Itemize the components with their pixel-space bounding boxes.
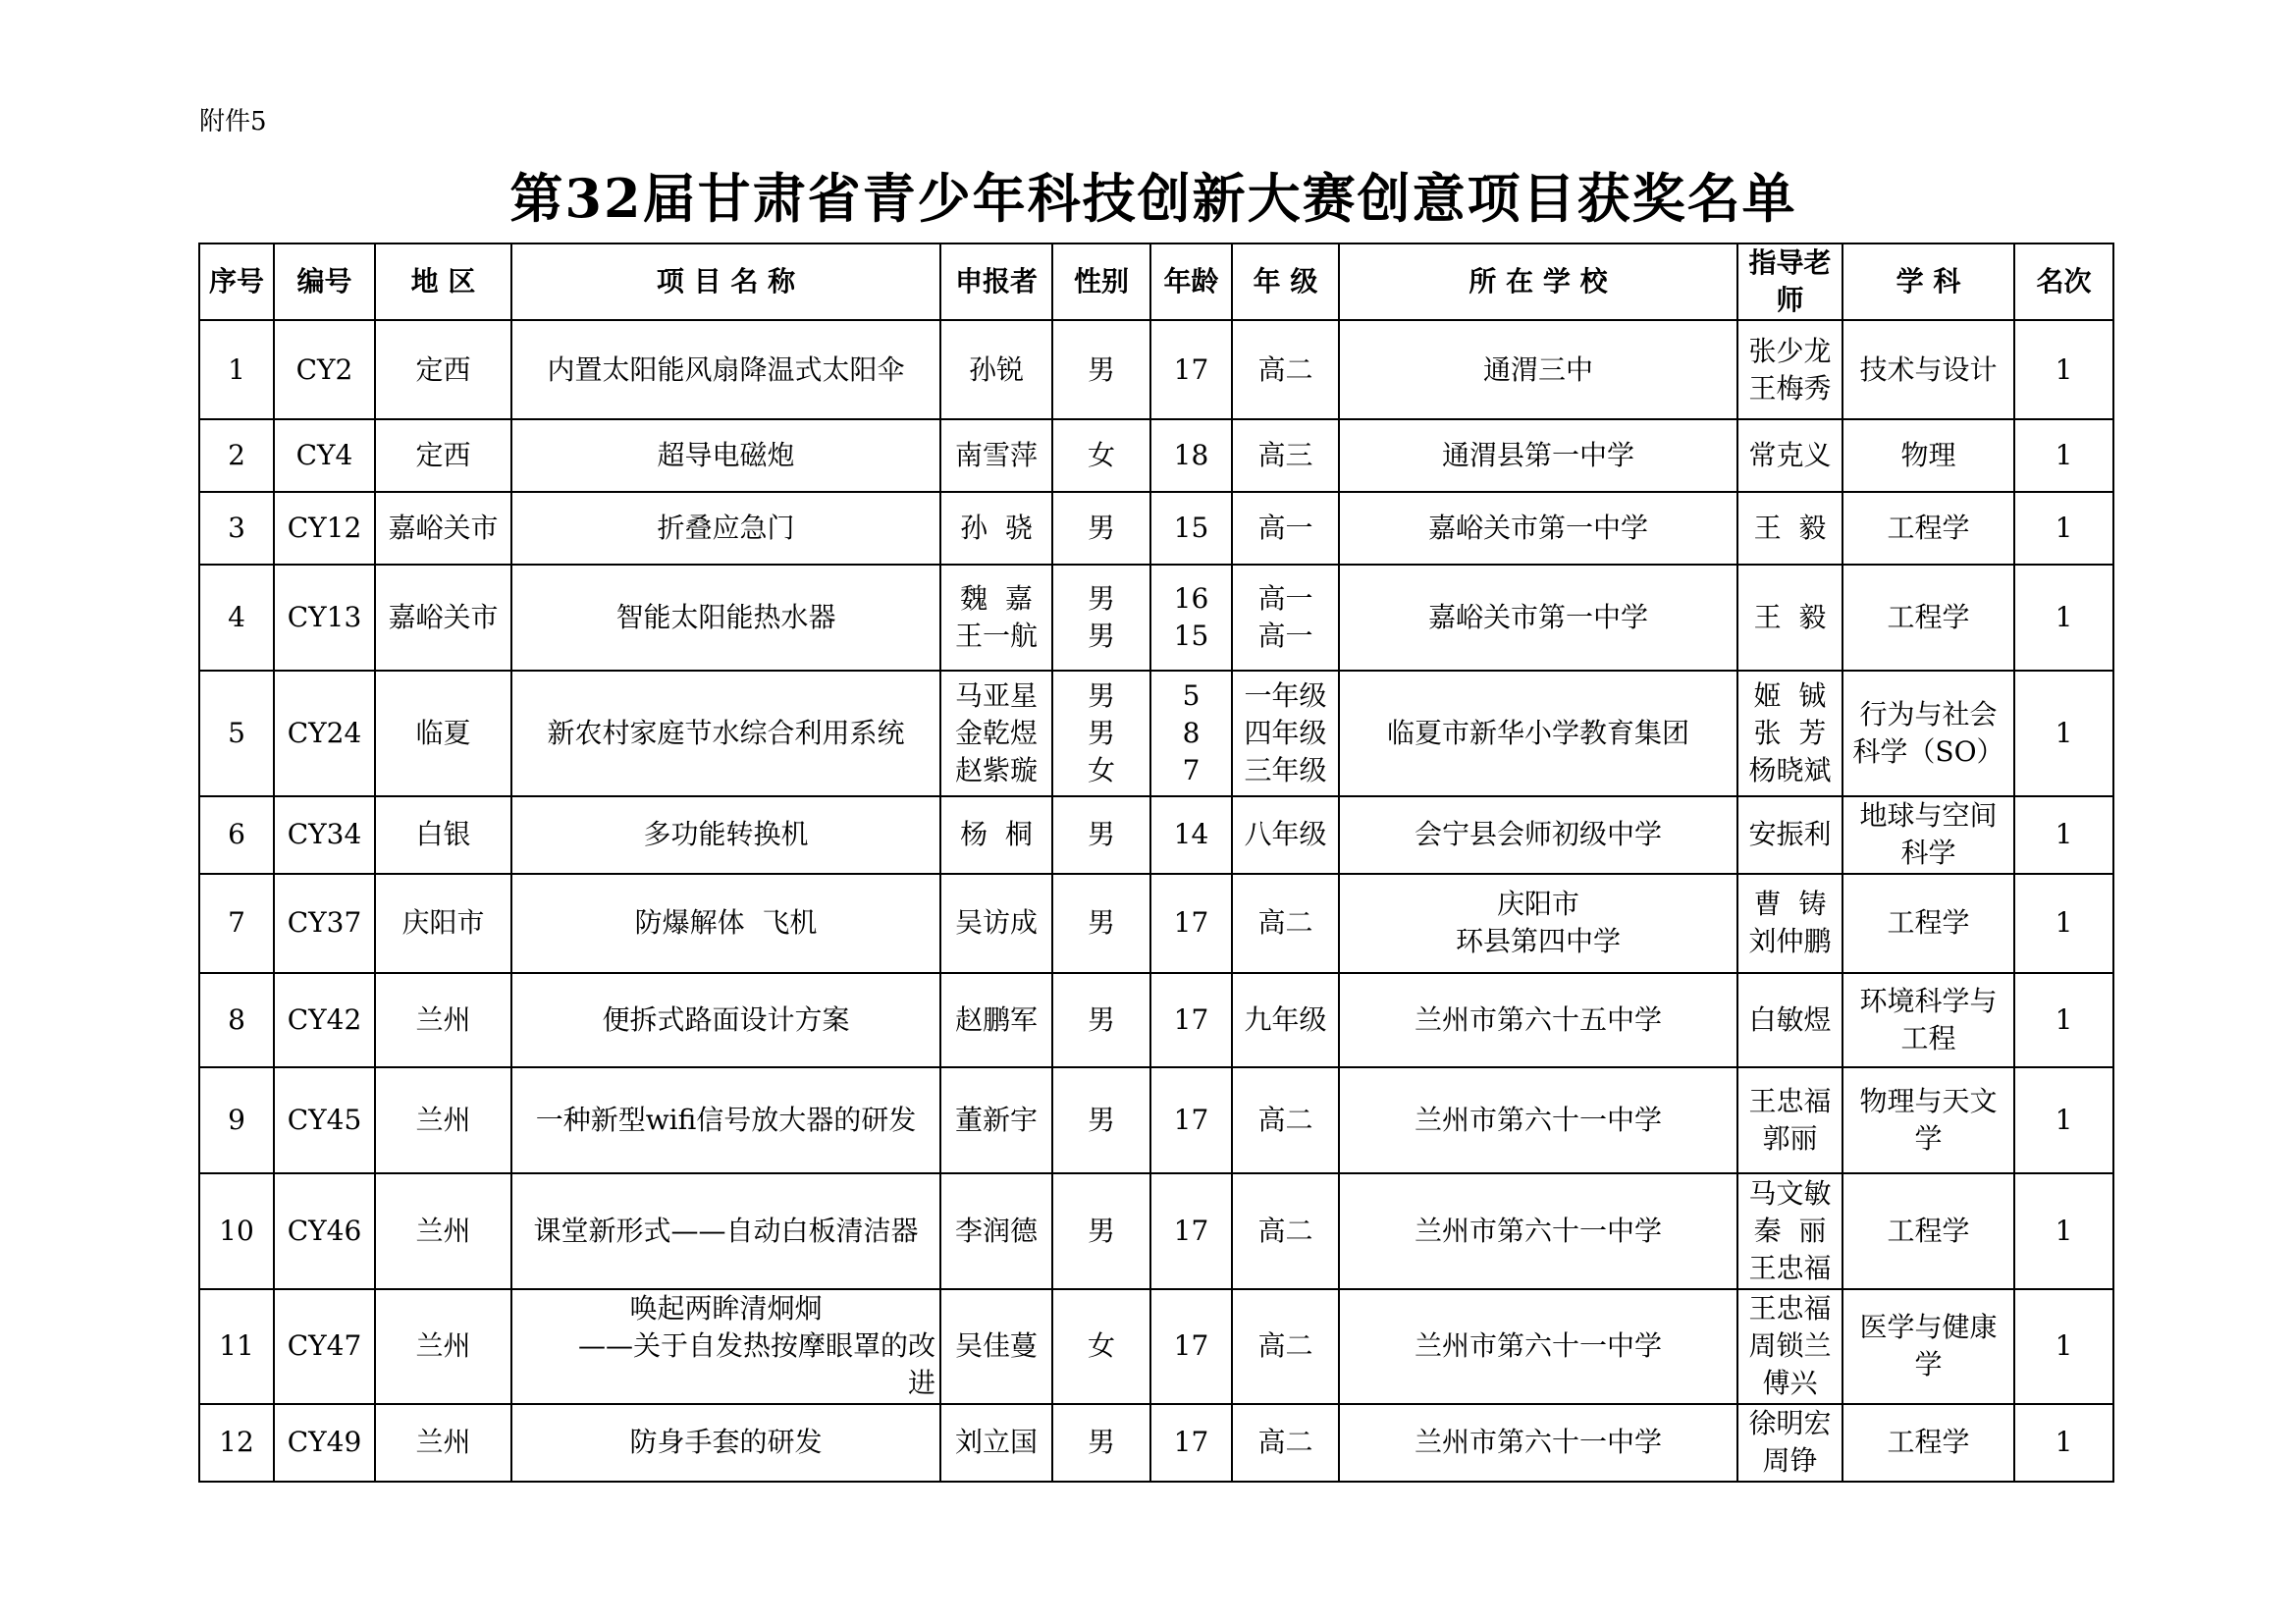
cell-applicants: 赵鹏军 (940, 973, 1052, 1067)
cell-subject: 环境科学与工程 (1842, 973, 2014, 1067)
header-code: 编号 (274, 243, 375, 320)
cell-no: 4 (199, 565, 274, 671)
cell-region: 嘉峪关市 (375, 565, 511, 671)
cell-school: 嘉峪关市第一中学 (1339, 565, 1737, 671)
cell-code: CY42 (274, 973, 375, 1067)
cell-grade: 高二 (1232, 874, 1339, 973)
cell-applicants: 刘立国 (940, 1404, 1052, 1482)
cell-applicants: 李润德 (940, 1173, 1052, 1288)
cell-project: 新农村家庭节水综合利用系统 (511, 671, 940, 796)
cell-code: CY13 (274, 565, 375, 671)
cell-applicants: 吴佳蔓 (940, 1289, 1052, 1404)
cell-teachers: 曹 铸 刘仲鹏 (1737, 874, 1842, 973)
cell-no: 7 (199, 874, 274, 973)
cell-rank: 1 (2014, 671, 2113, 796)
cell-rank: 1 (2014, 1067, 2113, 1173)
table-row (199, 565, 2113, 671)
cell-applicants: 孙 骁 (940, 492, 1052, 565)
cell-no: 5 (199, 671, 274, 796)
cell-region: 定西 (375, 419, 511, 492)
cell-no: 12 (199, 1404, 274, 1482)
cell-gender: 男 男 女 (1052, 671, 1150, 796)
awards-table (198, 243, 2114, 1483)
table-row (199, 419, 2113, 492)
cell-age: 17 (1150, 320, 1232, 419)
cell-project: 课堂新形式——自动白板清洁器 (511, 1173, 940, 1288)
cell-rank: 1 (2014, 1289, 2113, 1404)
cell-school: 临夏市新华小学教育集团 (1339, 671, 1737, 796)
cell-applicants: 魏 嘉 王一航 (940, 565, 1052, 671)
header-no: 序号 (199, 243, 274, 320)
cell-rank: 1 (2014, 419, 2113, 492)
cell-subject: 地球与空间科学 (1842, 796, 2014, 874)
cell-grade: 高三 (1232, 419, 1339, 492)
cell-subject: 工程学 (1842, 565, 2014, 671)
cell-no: 8 (199, 973, 274, 1067)
cell-code: CY24 (274, 671, 375, 796)
cell-subject: 医学与健康学 (1842, 1289, 2014, 1404)
cell-school: 兰州市第六十一中学 (1339, 1404, 1737, 1482)
cell-code: CY34 (274, 796, 375, 874)
header-applicant: 申报者 (940, 243, 1052, 320)
cell-gender: 女 (1052, 419, 1150, 492)
cell-subject: 工程学 (1842, 492, 2014, 565)
cell-no: 11 (199, 1289, 274, 1404)
cell-age: 17 (1150, 1173, 1232, 1288)
cell-gender: 男 (1052, 1404, 1150, 1482)
cell-school: 兰州市第六十一中学 (1339, 1173, 1737, 1288)
cell-subject: 技术与设计 (1842, 320, 2014, 419)
table-row (199, 874, 2113, 973)
cell-applicants: 南雪萍 (940, 419, 1052, 492)
cell-grade: 八年级 (1232, 796, 1339, 874)
cell-school: 兰州市第六十一中学 (1339, 1289, 1737, 1404)
cell-grade: 九年级 (1232, 973, 1339, 1067)
cell-code: CY49 (274, 1404, 375, 1482)
cell-applicants: 吴访成 (940, 874, 1052, 973)
cell-gender: 男 (1052, 492, 1150, 565)
cell-gender: 男 (1052, 973, 1150, 1067)
cell-subject: 工程学 (1842, 1173, 2014, 1288)
table-row (199, 1173, 2113, 1288)
cell-grade: 高二 (1232, 1067, 1339, 1173)
header-project: 项 目 名 称 (511, 243, 940, 320)
cell-teachers: 王 毅 (1737, 492, 1842, 565)
cell-rank: 1 (2014, 565, 2113, 671)
cell-project: 防身手套的研发 (511, 1404, 940, 1482)
table-row (199, 492, 2113, 565)
cell-subject: 物理 (1842, 419, 2014, 492)
cell-no: 6 (199, 796, 274, 874)
cell-teachers: 徐明宏 周铮 (1737, 1404, 1842, 1482)
cell-region: 嘉峪关市 (375, 492, 511, 565)
cell-grade: 高二 (1232, 1289, 1339, 1404)
cell-code: CY45 (274, 1067, 375, 1173)
header-subject: 学 科 (1842, 243, 2014, 320)
cell-grade: 高二 (1232, 1173, 1339, 1288)
table-row (199, 671, 2113, 796)
cell-school: 会宁县会师初级中学 (1339, 796, 1737, 874)
cell-project: 唤起两眸清炯炯 ——关于自发热按摩眼罩的改进 (511, 1289, 940, 1404)
cell-school: 通渭县第一中学 (1339, 419, 1737, 492)
cell-code: CY46 (274, 1173, 375, 1288)
cell-grade: 高一 高一 (1232, 565, 1339, 671)
cell-no: 1 (199, 320, 274, 419)
cell-teachers: 王忠福 郭丽 (1737, 1067, 1842, 1173)
cell-school: 通渭三中 (1339, 320, 1737, 419)
header-age: 年龄 (1150, 243, 1232, 320)
cell-subject: 物理与天文学 (1842, 1067, 2014, 1173)
cell-code: CY47 (274, 1289, 375, 1404)
table-row (199, 1404, 2113, 1482)
header-grade: 年 级 (1232, 243, 1339, 320)
cell-gender: 男 (1052, 1067, 1150, 1173)
cell-code: CY37 (274, 874, 375, 973)
cell-teachers: 常克义 (1737, 419, 1842, 492)
cell-region: 庆阳市 (375, 874, 511, 973)
cell-age: 17 (1150, 874, 1232, 973)
cell-region: 临夏 (375, 671, 511, 796)
header-gender: 性别 (1052, 243, 1150, 320)
cell-teachers: 王忠福 周锁兰 傅兴 (1737, 1289, 1842, 1404)
cell-no: 2 (199, 419, 274, 492)
cell-grade: 高一 (1232, 492, 1339, 565)
header-teacher: 指导老师 (1737, 243, 1842, 320)
cell-age: 15 (1150, 492, 1232, 565)
cell-school: 庆阳市 环县第四中学 (1339, 874, 1737, 973)
header-row (199, 243, 2113, 320)
cell-rank: 1 (2014, 320, 2113, 419)
cell-project: 超导电磁炮 (511, 419, 940, 492)
cell-region: 兰州 (375, 1067, 511, 1173)
cell-age: 16 15 (1150, 565, 1232, 671)
cell-age: 14 (1150, 796, 1232, 874)
cell-teachers: 姬 铖 张 芳 杨晓斌 (1737, 671, 1842, 796)
cell-gender: 男 男 (1052, 565, 1150, 671)
cell-code: CY4 (274, 419, 375, 492)
cell-project: 折叠应急门 (511, 492, 940, 565)
cell-gender: 男 (1052, 874, 1150, 973)
cell-project: 智能太阳能热水器 (511, 565, 940, 671)
cell-age: 17 (1150, 1404, 1232, 1482)
page-title: 第32届甘肃省青少年科技创新大赛创意项目获奖名单 (509, 167, 1797, 230)
cell-project: 一种新型wifi信号放大器的研发 (511, 1067, 940, 1173)
table-row (199, 320, 2113, 419)
cell-applicants: 马亚星 金乾煜 赵紫璇 (940, 671, 1052, 796)
attachment-label: 附件5 (199, 107, 267, 136)
header-rank: 名次 (2014, 243, 2113, 320)
cell-school: 兰州市第六十五中学 (1339, 973, 1737, 1067)
cell-code: CY2 (274, 320, 375, 419)
cell-teachers: 安振利 (1737, 796, 1842, 874)
cell-region: 白银 (375, 796, 511, 874)
cell-code: CY12 (274, 492, 375, 565)
cell-project: 便拆式路面设计方案 (511, 973, 940, 1067)
table-row (199, 1067, 2113, 1173)
cell-subject: 工程学 (1842, 874, 2014, 973)
cell-applicants: 杨 桐 (940, 796, 1052, 874)
cell-no: 10 (199, 1173, 274, 1288)
cell-age: 18 (1150, 419, 1232, 492)
cell-grade: 高二 (1232, 320, 1339, 419)
cell-subject: 工程学 (1842, 1404, 2014, 1482)
cell-age: 17 (1150, 1289, 1232, 1404)
cell-rank: 1 (2014, 1404, 2113, 1482)
cell-project: 防爆解体 飞机 (511, 874, 940, 973)
cell-age: 17 (1150, 1067, 1232, 1173)
cell-no: 9 (199, 1067, 274, 1173)
cell-age: 5 8 7 (1150, 671, 1232, 796)
cell-applicants: 董新宇 (940, 1067, 1052, 1173)
cell-rank: 1 (2014, 973, 2113, 1067)
cell-rank: 1 (2014, 874, 2113, 973)
cell-grade: 一年级 四年级 三年级 (1232, 671, 1339, 796)
cell-region: 定西 (375, 320, 511, 419)
cell-rank: 1 (2014, 492, 2113, 565)
cell-teachers: 白敏煜 (1737, 973, 1842, 1067)
cell-gender: 男 (1052, 796, 1150, 874)
table-row (199, 796, 2113, 874)
cell-teachers: 张少龙 王梅秀 (1737, 320, 1842, 419)
cell-gender: 男 (1052, 1173, 1150, 1288)
cell-grade: 高二 (1232, 1404, 1339, 1482)
cell-project: 内置太阳能风扇降温式太阳伞 (511, 320, 940, 419)
cell-region: 兰州 (375, 1404, 511, 1482)
cell-region: 兰州 (375, 1289, 511, 1404)
cell-project: 多功能转换机 (511, 796, 940, 874)
cell-teachers: 马文敏 秦 丽 王忠福 (1737, 1173, 1842, 1288)
header-school: 所 在 学 校 (1339, 243, 1737, 320)
cell-school: 兰州市第六十一中学 (1339, 1067, 1737, 1173)
cell-age: 17 (1150, 973, 1232, 1067)
cell-rank: 1 (2014, 1173, 2113, 1288)
cell-gender: 女 (1052, 1289, 1150, 1404)
cell-subject: 行为与社会科学（SO） (1842, 671, 2014, 796)
table-row (199, 973, 2113, 1067)
cell-no: 3 (199, 492, 274, 565)
cell-applicants: 孙锐 (940, 320, 1052, 419)
cell-rank: 1 (2014, 796, 2113, 874)
cell-school: 嘉峪关市第一中学 (1339, 492, 1737, 565)
cell-region: 兰州 (375, 973, 511, 1067)
cell-region: 兰州 (375, 1173, 511, 1288)
header-region: 地 区 (375, 243, 511, 320)
cell-gender: 男 (1052, 320, 1150, 419)
table-row (199, 1289, 2113, 1404)
cell-teachers: 王 毅 (1737, 565, 1842, 671)
